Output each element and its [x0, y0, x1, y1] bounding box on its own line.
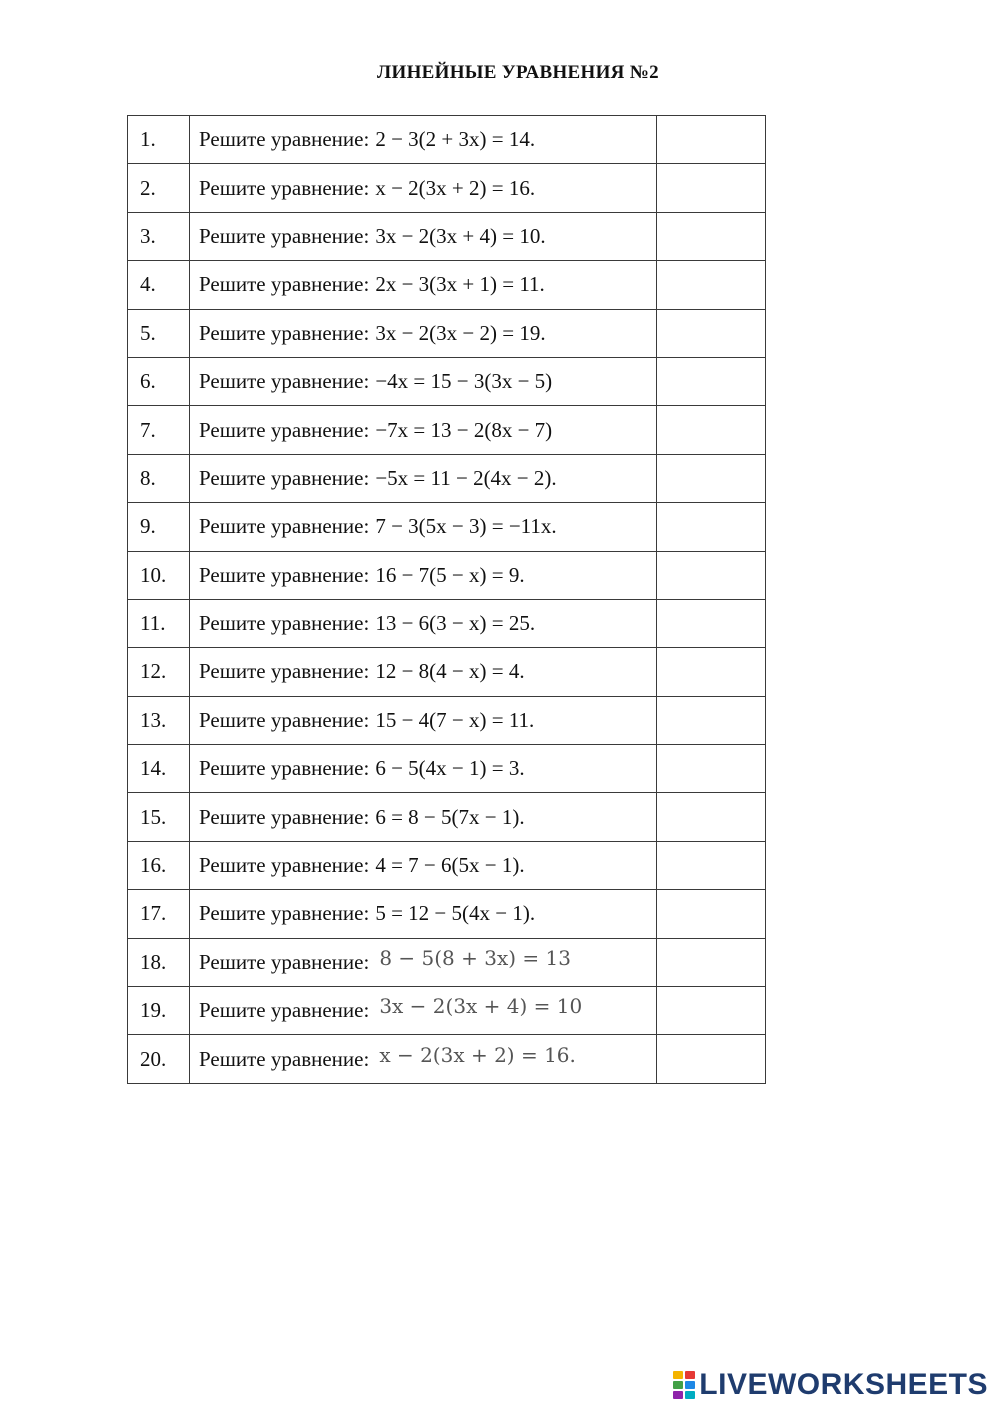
table-row	[128, 406, 766, 454]
answer-cell[interactable]	[657, 1035, 766, 1083]
task-equation: 6 − 5(4x − 1) = 3.	[375, 756, 525, 781]
answer-cell[interactable]	[657, 261, 766, 309]
table-row	[128, 648, 766, 696]
task-text	[190, 696, 657, 744]
table-row	[128, 357, 766, 405]
table-row	[128, 212, 766, 260]
task-number: 20.	[128, 1035, 190, 1083]
answer-cell[interactable]	[657, 406, 766, 454]
task-prompt: Решите уравнение:	[199, 611, 370, 636]
task-prompt: Решите уравнение:	[199, 127, 370, 152]
answer-cell[interactable]	[657, 793, 766, 841]
task-prompt: Решите уравнение:	[199, 175, 370, 200]
task-text	[190, 890, 657, 938]
answer-cell[interactable]	[657, 309, 766, 357]
task-text	[190, 454, 657, 502]
table-row	[128, 309, 766, 357]
answer-cell[interactable]	[657, 745, 766, 793]
task-equation: 13 − 6(3 − x) = 25.	[375, 611, 536, 636]
task-text	[190, 164, 657, 212]
liveworksheets-logo	[673, 1368, 988, 1402]
task-text	[190, 793, 657, 841]
task-prompt: Решите уравнение:	[199, 853, 370, 878]
logo-square	[673, 1381, 683, 1389]
task-prompt: Решите уравнение:	[199, 465, 370, 490]
task-equation: 16 − 7(5 − x) = 9.	[375, 562, 525, 587]
task-equation: 6 = 8 − 5(7x − 1).	[375, 804, 525, 829]
table-row	[128, 696, 766, 744]
answer-cell[interactable]	[657, 599, 766, 647]
task-equation: 2x − 3(3x + 1) = 11.	[375, 272, 545, 297]
answer-cell[interactable]	[657, 116, 766, 164]
task-prompt: Решите уравнение:	[199, 369, 370, 394]
table-row	[128, 551, 766, 599]
task-equation: −4x = 15 − 3(3x − 5)	[375, 369, 553, 394]
task-prompt: Решите уравнение:	[199, 756, 370, 781]
task-number: 16.	[128, 841, 190, 889]
task-prompt: Решите уравнение:	[199, 320, 370, 345]
table-row	[128, 841, 766, 889]
task-text	[190, 357, 657, 405]
answer-cell[interactable]	[657, 938, 766, 986]
answer-cell[interactable]	[657, 164, 766, 212]
task-prompt: Решите уравнение:	[199, 562, 370, 587]
logo-square	[685, 1391, 695, 1399]
table-row	[128, 1035, 766, 1083]
task-number: 7.	[128, 406, 190, 454]
table-row	[128, 261, 766, 309]
tasks-table	[127, 115, 766, 1084]
task-equation: 3x − 2(3x + 4) = 10.	[375, 223, 546, 248]
task-equation: −7x = 13 − 2(8x − 7)	[375, 417, 553, 442]
task-equation: 7 − 3(5x − 3) = −11x.	[375, 514, 557, 539]
task-prompt: Решите уравнение:	[199, 272, 370, 297]
table-row	[128, 938, 766, 986]
task-number: 4.	[128, 261, 190, 309]
task-text	[190, 309, 657, 357]
task-number: 19.	[128, 987, 190, 1035]
task-text	[190, 116, 657, 164]
task-prompt: Решите уравнение:	[199, 998, 370, 1023]
task-number: 15.	[128, 793, 190, 841]
table-row	[128, 599, 766, 647]
table-row	[128, 890, 766, 938]
task-number: 5.	[128, 309, 190, 357]
task-prompt: Решите уравнение:	[199, 659, 370, 684]
logo-grid-icon	[673, 1371, 695, 1399]
task-prompt: Решите уравнение:	[199, 707, 370, 732]
table-row	[128, 745, 766, 793]
task-number: 6.	[128, 357, 190, 405]
task-equation: −5x = 11 − 2(4x − 2).	[375, 465, 557, 490]
task-text	[190, 406, 657, 454]
task-number: 3.	[128, 212, 190, 260]
table-row	[128, 987, 766, 1035]
task-text	[190, 212, 657, 260]
task-text	[190, 599, 657, 647]
task-prompt: Решите уравнение:	[199, 514, 370, 539]
answer-cell[interactable]	[657, 987, 766, 1035]
answer-cell[interactable]	[657, 212, 766, 260]
task-text	[190, 938, 657, 986]
task-equation: 3x − 2(3x − 2) = 19.	[375, 320, 546, 345]
task-number: 2.	[128, 164, 190, 212]
task-equation: 2 − 3(2 + 3x) = 14.	[375, 127, 536, 152]
worksheet-title: ЛИНЕЙНЫЕ УРАВНЕНИЯ №2	[377, 62, 659, 83]
task-equation: 15 − 4(7 − x) = 11.	[375, 707, 535, 732]
task-prompt: Решите уравнение:	[199, 804, 370, 829]
task-text	[190, 503, 657, 551]
task-text	[190, 551, 657, 599]
answer-cell[interactable]	[657, 454, 766, 502]
task-number: 17.	[128, 890, 190, 938]
task-prompt: Решите уравнение:	[199, 417, 370, 442]
answer-cell[interactable]	[657, 696, 766, 744]
task-number: 18.	[128, 938, 190, 986]
task-prompt: Решите уравнение:	[199, 1046, 370, 1071]
task-equation: 8 − 5(8 + 3x) = 13	[379, 945, 571, 970]
task-text	[190, 745, 657, 793]
answer-cell[interactable]	[657, 551, 766, 599]
table-row	[128, 164, 766, 212]
logo-square	[673, 1371, 683, 1379]
answer-cell[interactable]	[657, 648, 766, 696]
task-number: 13.	[128, 696, 190, 744]
task-equation: x − 2(3x + 2) = 16.	[379, 1042, 576, 1067]
task-equation: 12 − 8(4 − x) = 4.	[375, 659, 525, 684]
logo-text: LIVEWORKSHEETS	[699, 1368, 988, 1401]
task-text	[190, 261, 657, 309]
table-row	[128, 454, 766, 502]
task-equation: 3x − 2(3x + 4) = 10	[379, 994, 583, 1019]
task-number: 9.	[128, 503, 190, 551]
task-text	[190, 648, 657, 696]
answer-cell[interactable]	[657, 841, 766, 889]
task-number: 8.	[128, 454, 190, 502]
task-prompt: Решите уравнение:	[199, 949, 370, 974]
task-text	[190, 987, 657, 1035]
task-equation: x − 2(3x + 2) = 16.	[375, 175, 536, 200]
answer-cell[interactable]	[657, 503, 766, 551]
logo-square	[685, 1381, 695, 1389]
table-row	[128, 793, 766, 841]
task-number: 14.	[128, 745, 190, 793]
task-equation: 5 = 12 − 5(4x − 1).	[375, 901, 536, 926]
task-number: 11.	[128, 599, 190, 647]
task-text	[190, 841, 657, 889]
table-row	[128, 116, 766, 164]
logo-square	[685, 1371, 695, 1379]
task-text	[190, 1035, 657, 1083]
logo-square	[673, 1391, 683, 1399]
task-prompt: Решите уравнение:	[199, 901, 370, 926]
table-row	[128, 503, 766, 551]
answer-cell[interactable]	[657, 357, 766, 405]
task-number: 10.	[128, 551, 190, 599]
task-equation: 4 = 7 − 6(5x − 1).	[375, 853, 525, 878]
task-number: 12.	[128, 648, 190, 696]
task-prompt: Решите уравнение:	[199, 223, 370, 248]
answer-cell[interactable]	[657, 890, 766, 938]
task-number: 1.	[128, 116, 190, 164]
